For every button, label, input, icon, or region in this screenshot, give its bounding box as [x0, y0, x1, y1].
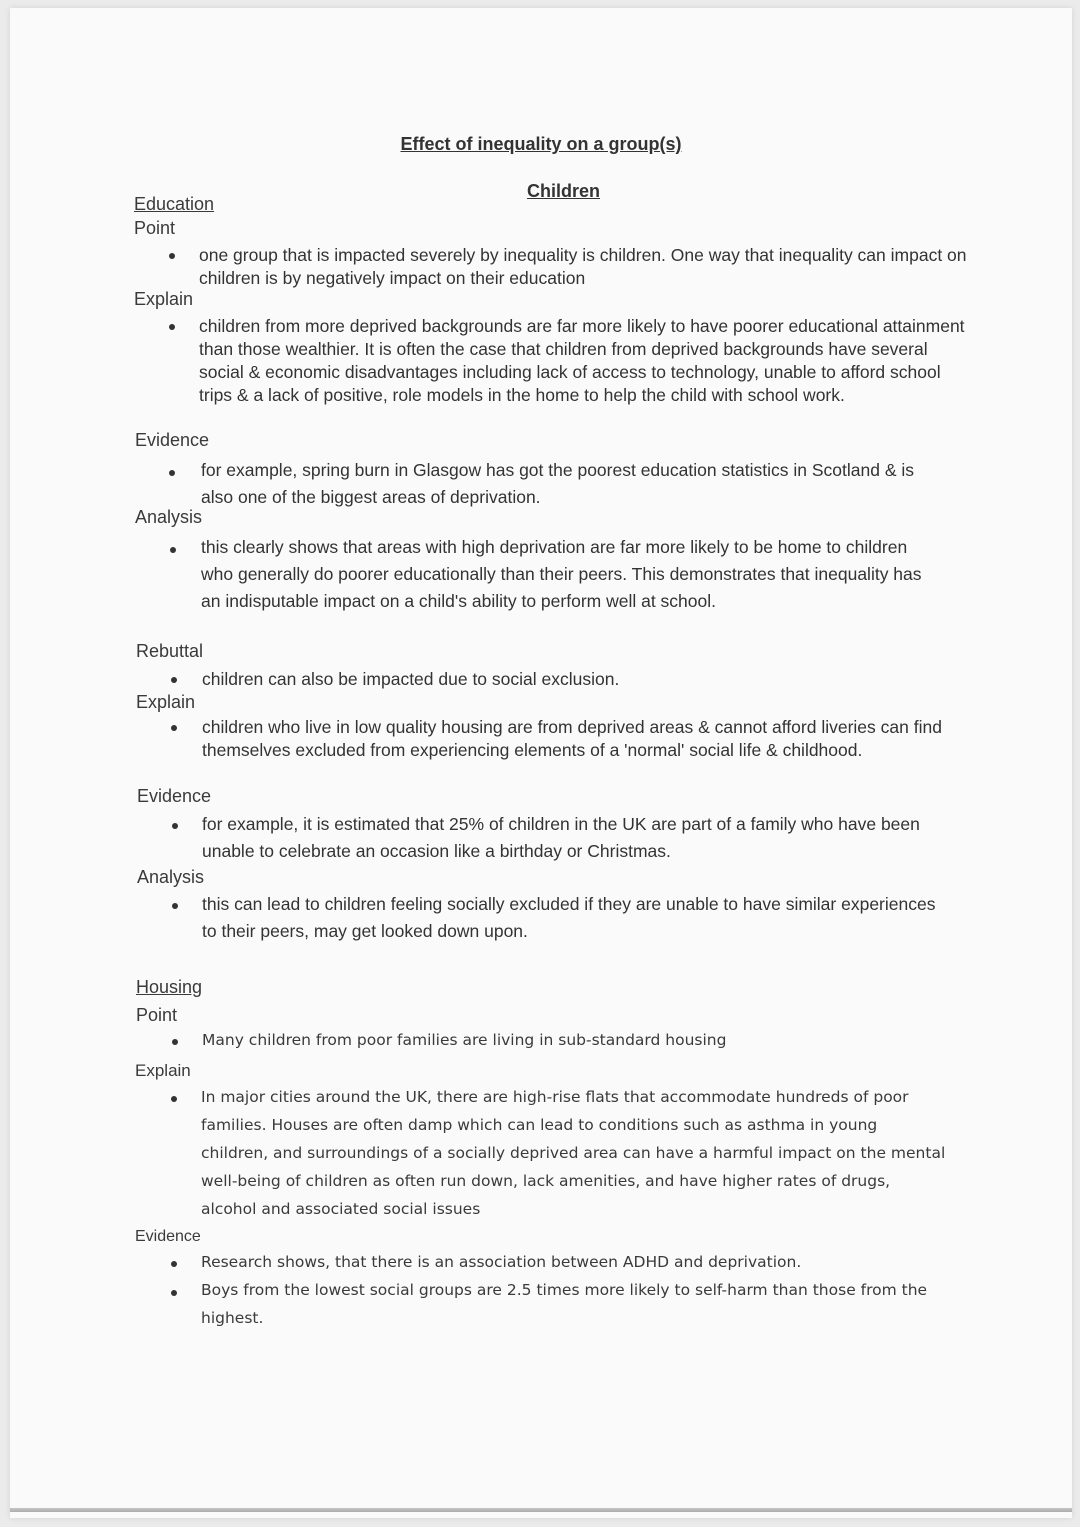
page-bottom-edge	[10, 1508, 1072, 1512]
analysis-text: this clearly shows that areas with high deprivation are far more likely to be home to children who generally do poorer educationally than their peers. This demonstrates that inequality has an indisputable impact on a child's ability to perform well at school.	[201, 537, 922, 611]
point-text: one group that is impacted severely by inequality is children. One way that inequality can impact on children is by negatively impact on their education	[199, 245, 967, 288]
housing-evidence-label: Evidence	[135, 1228, 201, 1245]
bullet	[170, 547, 176, 553]
rebuttal-label: Rebuttal	[136, 641, 204, 661]
explain-text: children from more deprived backgrounds are far more likely to have poorer educational attainment than those wealthier. It is often the case that children from deprived backgrounds have several social & economic disadvantages including lack of access to technology, unable to afford school trips & a lack of positive, role models in the home to help the child with school work.	[199, 316, 965, 405]
bullet	[172, 903, 178, 909]
bullet	[169, 253, 175, 259]
analysis-label-2: Analysis	[137, 867, 205, 887]
document-page	[10, 8, 1072, 1518]
bullet	[171, 1290, 177, 1296]
evidence-label: Evidence	[135, 430, 210, 450]
housing-evidence-item: Boys from the lowest social groups are 2.5 times more likely to self-harm than those from the highest.	[201, 1281, 928, 1327]
section-heading-education: Education	[134, 194, 215, 214]
bullet	[172, 823, 178, 829]
bullet	[171, 677, 177, 683]
evidence-text: for example, spring burn in Glasgow has got the poorest education statistics in Scotland & is also one of the biggest areas of deprivation.	[201, 460, 915, 507]
document-title: Effect of inequality on a group(s)	[400, 134, 682, 154]
explain-text-2: children who live in low quality housing are from deprived areas & cannot afford liveries can find themselves excluded from experiencing elements of a 'normal' social life & childhood.	[202, 717, 942, 760]
document-subtitle: Children	[527, 181, 601, 201]
bullet	[171, 1261, 177, 1267]
bullet	[172, 1039, 178, 1045]
housing-explain-text: In major cities around the UK, there are high-rise flats that accommodate hundreds of poor families. Houses are often damp which can lead to conditions such as asthma in young children, and surroundings of a socially deprived area can have a harmful impact on the mental well-being of children as often run down, lack amenities, and have higher rates of drugs, alcohol and associated social issues	[201, 1088, 946, 1218]
explain-label: Explain	[134, 289, 194, 309]
housing-point-text: Many children from poor families are living in sub-standard housing	[202, 1031, 727, 1049]
bullet	[169, 324, 175, 330]
evidence-text-2: for example, it is estimated that 25% of children in the UK are part of a family who have been unable to celebrate an occasion like a birthday or Christmas.	[202, 814, 920, 861]
housing-point-label: Point	[136, 1005, 178, 1025]
analysis-text-2: this can lead to children feeling socially excluded if they are unable to have similar experiences to their peers, may get looked down upon.	[202, 894, 936, 941]
rebuttal-text: children can also be impacted due to social exclusion.	[202, 669, 620, 689]
point-label: Point	[134, 218, 176, 238]
housing-explain-label: Explain	[135, 1061, 191, 1080]
section-heading-housing: Housing	[136, 977, 203, 997]
explain-label-2: Explain	[136, 692, 196, 712]
bullet	[171, 1096, 177, 1102]
evidence-label-2: Evidence	[137, 786, 212, 806]
bullet	[169, 470, 175, 476]
bullet	[171, 725, 177, 731]
analysis-label: Analysis	[135, 507, 203, 527]
housing-evidence-item: Research shows, that there is an association between ADHD and deprivation.	[201, 1253, 802, 1271]
